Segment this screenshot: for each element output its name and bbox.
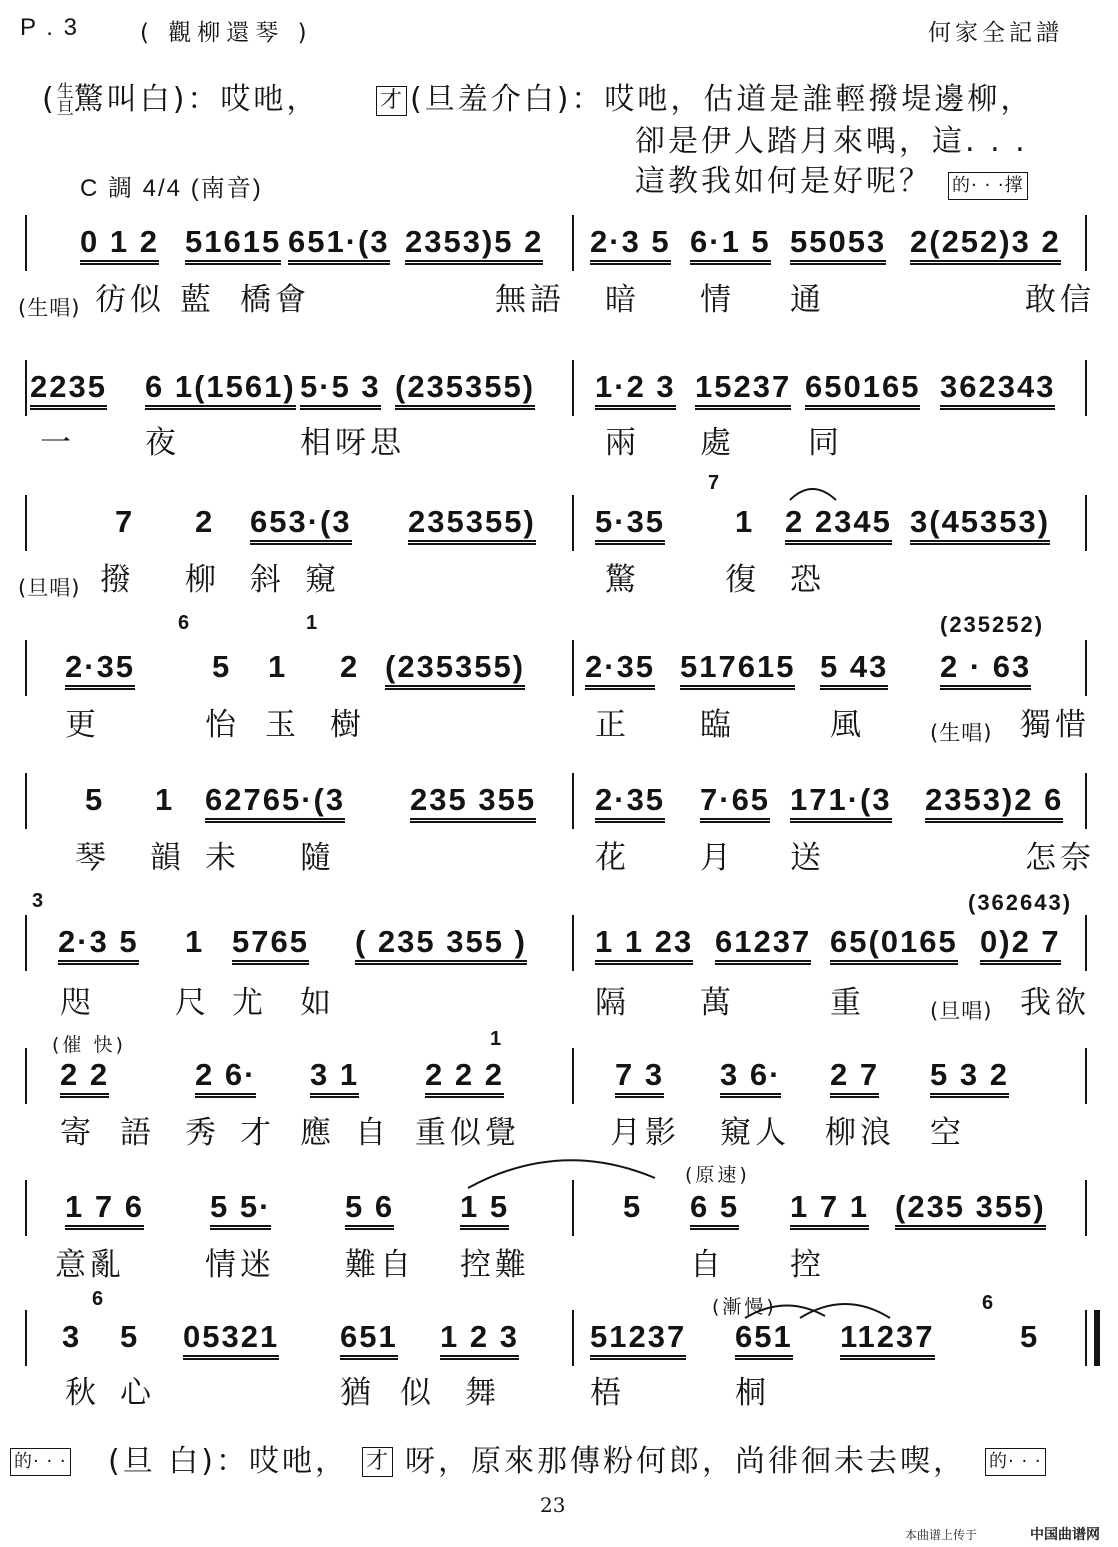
note-group: 2 7 (830, 1058, 879, 1098)
lyric: 通 (790, 282, 825, 318)
lyric: 心 (120, 1375, 155, 1411)
note-group: 1 (268, 649, 288, 684)
tempo-mark: (催 快) (52, 1034, 126, 1056)
lyric: 意亂 (55, 1247, 125, 1283)
lyric: 情 (700, 282, 735, 318)
grace-note: 3 (32, 890, 44, 912)
lyric: 窺人 (720, 1115, 790, 1151)
note-group: 2 6· (195, 1058, 256, 1098)
note-group: (235355) (385, 650, 525, 690)
note-group: 11237 (840, 1320, 935, 1360)
note-group: 3 (62, 1319, 82, 1354)
barline (572, 495, 574, 551)
slur (468, 1160, 655, 1188)
barline (25, 360, 27, 416)
barline (25, 1048, 27, 1104)
note-group: 235355) (408, 505, 536, 545)
lyric: 怡 (205, 707, 240, 743)
note-group: 3(45353) (910, 505, 1050, 545)
percussion-cue-box: 的· · ·撑 (948, 172, 1028, 200)
note-group: 2 2 (60, 1058, 109, 1098)
barline (572, 1310, 574, 1366)
barline (572, 360, 574, 416)
note-group: (235355) (395, 370, 535, 410)
lyric: 如 (300, 985, 335, 1021)
lyric: 猶 (340, 1375, 375, 1411)
note-group: 05321 (183, 1320, 279, 1360)
alternate-note-group: (235252) (940, 612, 1045, 637)
lyric: 撥 (100, 562, 135, 598)
note-group: 653·(3 (250, 505, 352, 545)
lyric: 梧 (590, 1375, 625, 1411)
lyric: 同 (808, 425, 843, 461)
lyric: 無語 (495, 282, 565, 318)
barline (25, 1310, 27, 1366)
lyric: 寄 (60, 1115, 95, 1151)
lyric: 窺 (305, 562, 340, 598)
note-group: 0)2 7 (980, 925, 1061, 965)
note-group: 2 2 2 (425, 1058, 504, 1098)
note-group: 1 7 6 (65, 1190, 144, 1230)
note-group: 362343 (940, 370, 1055, 410)
grace-note: 7 (708, 472, 720, 494)
lyric: 復 (725, 562, 760, 598)
note-group: 171·(3 (790, 783, 892, 823)
lyric: 重 (830, 985, 865, 1021)
note-group: 2·3 5 (58, 925, 139, 965)
grace-note: 1 (490, 1028, 502, 1050)
note-group: 15237 (695, 370, 791, 410)
note-group: 7·65 (700, 783, 770, 823)
lyric: 驚 (605, 562, 640, 598)
barline (25, 640, 27, 696)
intro-line-1a (42, 82, 319, 118)
percussion-cue-box: 的· · · (10, 1448, 71, 1476)
note-group: 7 (115, 504, 135, 539)
note-group: 6 1(1561) (145, 370, 296, 410)
lyric: 應 (300, 1115, 335, 1151)
footer-text-a: (旦 白)：哎吔， (108, 1444, 348, 1479)
lyric: 重似覺 (415, 1115, 520, 1151)
piece-title: ( 觀柳還琴 ) (140, 20, 313, 46)
alternate-note-group: (362643) (968, 890, 1073, 915)
note-group: 651 (735, 1320, 793, 1360)
note-group: 6 5 (690, 1190, 739, 1230)
lyric: 我欲 (1020, 985, 1090, 1021)
lyric: 琴 (75, 840, 110, 876)
barline (1085, 1180, 1087, 1236)
note-group: 2 2345 (785, 505, 892, 545)
page-label: P . 3 (20, 14, 79, 41)
role-top: 生 (56, 81, 74, 102)
note-group: 1 1 23 (595, 925, 693, 965)
note-group: 2(252)3 2 (910, 225, 1061, 265)
barline (572, 640, 574, 696)
grace-note: 1 (306, 612, 318, 634)
note-group: 55053 (790, 225, 886, 265)
lyric: 怎奈 (1025, 840, 1095, 876)
lyric: 橋會 (240, 282, 310, 318)
lyric: 風 (830, 707, 865, 743)
lyric: 自 (690, 1247, 725, 1283)
note-group: 650165 (805, 370, 920, 410)
watermark-site: 中国曲谱网 (1030, 1527, 1100, 1543)
lyric: 敢信 (1025, 282, 1095, 318)
note-group: 2353)5 2 (405, 225, 543, 265)
barline (1085, 773, 1087, 829)
barline (1085, 1048, 1087, 1104)
note-group: 5 (1020, 1319, 1040, 1354)
singer-label: (旦唱) (18, 576, 81, 600)
lyric: 難自 (345, 1247, 415, 1283)
watermark-text: 本曲谱上传于 (905, 1528, 978, 1542)
intro-line-1b: (旦羞介白)：哎吔，估道是誰輕撥堤邊柳， (410, 82, 1034, 117)
lyric: 一 (40, 425, 75, 461)
slur (790, 489, 836, 500)
note-group: 1 (155, 782, 175, 817)
grace-note: 6 (92, 1288, 104, 1310)
footer-text-b: 呀，原來那傳粉何郎，尚徘徊未去喫， (405, 1444, 966, 1479)
lyric: 控難 (460, 1247, 530, 1283)
note-group: 65(0165 (830, 925, 958, 965)
note-group: 2 · 63 (940, 650, 1031, 690)
barline (1085, 360, 1087, 416)
note-group: 5 (212, 649, 232, 684)
lyric: 尤 (232, 985, 267, 1021)
lyric: 尺 (175, 985, 210, 1021)
final-barline (1094, 1310, 1100, 1366)
percussion-cue-box: 的· · · (985, 1448, 1046, 1476)
lyric: 語 (120, 1115, 155, 1151)
note-group: 651 (340, 1320, 398, 1360)
percussion-cue-box: 才 (376, 86, 407, 116)
grace-note: 6 (982, 1292, 994, 1314)
lyric: 控 (790, 1247, 825, 1283)
tempo-mark: (原速) (685, 1164, 750, 1186)
barline (1085, 915, 1087, 971)
note-group: 1 7 1 (790, 1190, 869, 1230)
lyric: 正 (595, 707, 630, 743)
intro-line-3: 這教我如何是好呢？ (635, 164, 932, 199)
lyric: 更 (65, 707, 100, 743)
note-group: 2·35 (595, 783, 665, 823)
barline (572, 773, 574, 829)
note-group: 5 (623, 1189, 643, 1224)
transcriber-credit: 何家全記譜 (928, 20, 1063, 46)
barline (25, 495, 27, 551)
note-group: 5 (120, 1319, 140, 1354)
note-group: 7 3 (615, 1058, 664, 1098)
intro-open-paren: ( (42, 82, 57, 117)
note-group: 2235 (30, 370, 107, 410)
lyric: 萬 (700, 985, 735, 1021)
note-group: 2·35 (585, 650, 655, 690)
lyric: 兩 (605, 425, 640, 461)
note-group: 517615 (680, 650, 795, 690)
lyric: 藍 (180, 282, 215, 318)
note-group: 3 6· (720, 1058, 781, 1098)
lyric: 處 (700, 425, 735, 461)
note-group: 51615 (185, 225, 281, 265)
note-group: 61237 (715, 925, 811, 965)
lyric: 月 (700, 840, 735, 876)
note-group: 2 (340, 649, 360, 684)
tempo-mark: (漸慢) (712, 1296, 777, 1318)
lyric: 彷似 (95, 282, 165, 318)
singer-label: (生唱) (930, 721, 993, 745)
barline (1085, 495, 1087, 551)
lyric: 送 (790, 840, 825, 876)
intro-line-2: 卻是伊人踏月來喁，這. . . (635, 124, 1028, 159)
intro-line-1a-text: 驚叫白)：哎吔， (73, 82, 320, 117)
note-group: 5·5 3 (300, 370, 381, 410)
lyric: 恐 (790, 562, 825, 598)
page-number: 23 (540, 1493, 566, 1517)
barline (25, 215, 27, 271)
barline (25, 915, 27, 971)
note-group: 1 (185, 924, 205, 959)
singer-label: (生唱) (18, 296, 81, 320)
lyric: 花 (595, 840, 630, 876)
barline (1085, 1310, 1087, 1366)
lyric: 暗 (605, 282, 640, 318)
barline (572, 215, 574, 271)
note-group: 51237 (590, 1320, 686, 1360)
lyric: 夜 (145, 425, 180, 461)
lyric: 未 (205, 840, 240, 876)
note-group: 2·3 5 (590, 225, 671, 265)
note-group: ( 235 355 ) (355, 925, 527, 965)
lyric: 隔 (595, 985, 630, 1021)
barline (1085, 640, 1087, 696)
note-group: 1 (735, 504, 755, 539)
barline (1085, 215, 1087, 271)
key-and-tempo: C 調 4/4 (南音) (80, 175, 263, 202)
lyric: 柳 (185, 562, 220, 598)
note-group: 651·(3 (288, 225, 390, 265)
lyric: 空 (930, 1115, 965, 1151)
note-group: 2353)2 6 (925, 783, 1063, 823)
grace-note: 6 (178, 612, 190, 634)
barline (572, 915, 574, 971)
note-group: 62765·(3 (205, 783, 345, 823)
lyric: 相呀思 (300, 425, 405, 461)
lyric: 舞 (465, 1375, 500, 1411)
lyric: 秋 (65, 1375, 100, 1411)
lyric: 柳浪 (825, 1115, 895, 1151)
slur (800, 1304, 890, 1318)
note-group: 5 (85, 782, 105, 817)
lyric: 玉 (265, 707, 300, 743)
note-group: 2·35 (65, 650, 135, 690)
barline (572, 1180, 574, 1236)
lyric: 似 (400, 1375, 435, 1411)
lyric: 月影 (610, 1115, 680, 1151)
lyric: 韻 (150, 840, 185, 876)
note-group: 1 5 (460, 1190, 509, 1230)
lyric: 樹 (330, 707, 365, 743)
note-group: 5·35 (595, 505, 665, 545)
note-group: 5 3 2 (930, 1058, 1009, 1098)
note-group: 0 1 2 (80, 225, 159, 265)
note-group: 3 1 (310, 1058, 359, 1098)
note-group: 5 43 (820, 650, 888, 690)
lyric: 斜 (250, 562, 285, 598)
note-group: 5765 (232, 925, 309, 965)
lyric: 獨惜 (1020, 707, 1090, 743)
note-group: 1·2 3 (595, 370, 676, 410)
barline (25, 773, 27, 829)
note-group: 235 355 (410, 783, 536, 823)
lyric: 自 (355, 1115, 390, 1151)
note-group: 6·1 5 (690, 225, 771, 265)
note-group: 5 5· (210, 1190, 271, 1230)
note-group: (235 355) (895, 1190, 1046, 1230)
lyric: 咫 (60, 985, 95, 1021)
barline (25, 1180, 27, 1236)
lyric: 秀 (185, 1115, 220, 1151)
percussion-cue-box: 才 (362, 1447, 393, 1477)
note-group: 2 (195, 504, 215, 539)
note-group: 1 2 3 (440, 1320, 519, 1360)
role-bottom: 旦 (56, 98, 74, 119)
lyric: 臨 (700, 707, 735, 743)
lyric: 隨 (300, 840, 335, 876)
lyric: 桐 (735, 1375, 770, 1411)
note-group: 5 6 (345, 1190, 394, 1230)
singer-label: (旦唱) (930, 999, 993, 1023)
lyric: 才 (240, 1115, 275, 1151)
role-stack (56, 81, 74, 119)
lyric: 情迷 (205, 1247, 275, 1283)
barline (572, 1048, 574, 1104)
